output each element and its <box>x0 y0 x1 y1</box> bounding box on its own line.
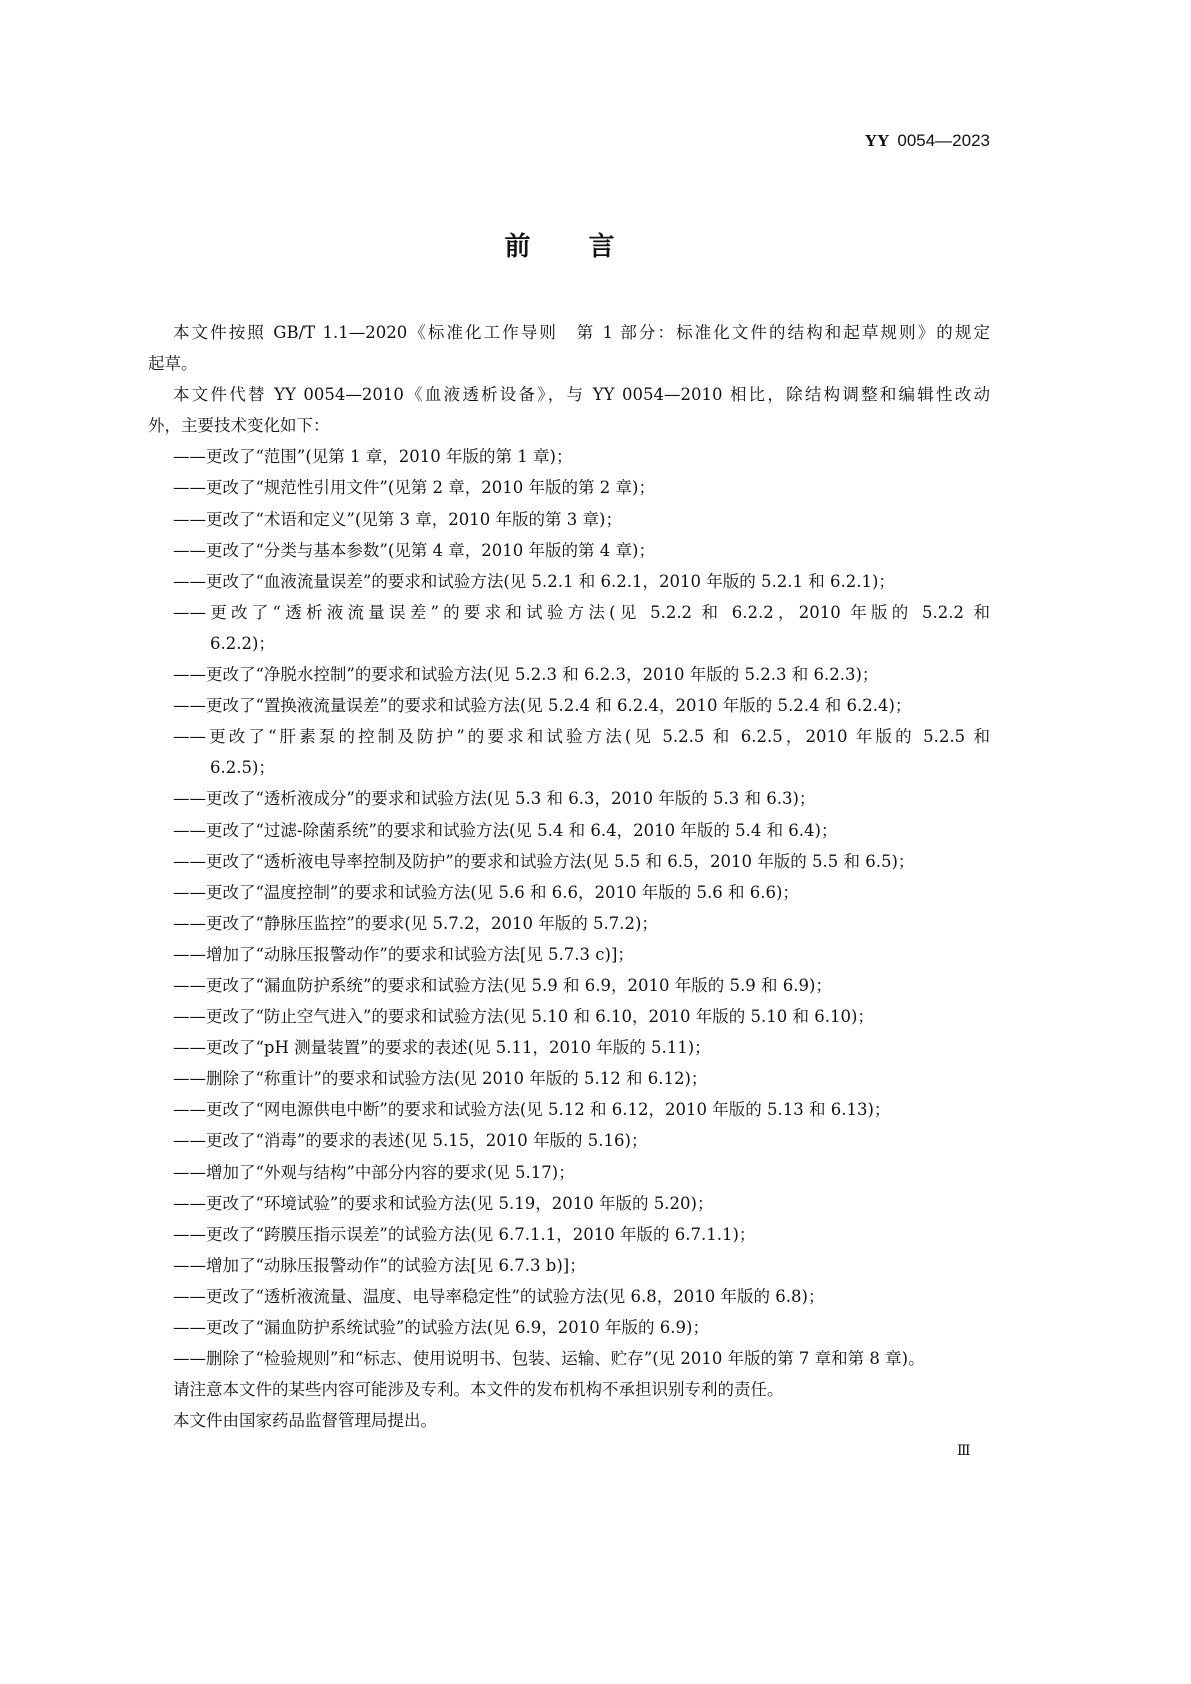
change-list-item: ——增加了“动脉压报警动作”的要求和试验方法[见 5.7.3 c)]； <box>173 944 634 964</box>
paragraph-line: 本文件代替 YY 0054—2010《血液透析设备》，与 YY 0054—2010 相比，除结构调整和编辑性改动 <box>173 385 990 405</box>
change-list-item: ——更改了“置换液流量误差”的要求和试验方法(见 5.2.4 和 6.2.4，2010 年版的 5.2.4 和 6.2.4)； <box>173 696 912 716</box>
list-item-continuation: 6.2.2)； <box>210 633 275 653</box>
change-list-item: ——更改了“静脉压监控”的要求(见 5.7.2，2010 年版的 5.7.2)； <box>173 913 658 933</box>
title-char: 言 <box>588 232 617 262</box>
change-list-item: ——更改了“温度控制”的要求和试验方法(见 5.6 和 6.6，2010 年版的 5.6 和 6.6)； <box>173 882 799 902</box>
change-list-item: ——更改了“肝素泵的控制及防护”的要求和试验方法(见 5.2.5 和 6.2.5，2010 年版的 5.2.5 和 <box>173 727 990 747</box>
change-list-item: ——更改了“消毒”的要求的表述(见 5.15，2010 年版的 5.16)； <box>173 1131 648 1151</box>
standard-prefix: YY <box>864 131 890 150</box>
document-code <box>865 131 990 151</box>
change-list-item: ——增加了“动脉压报警动作”的试验方法[见 6.7.3 b)]； <box>173 1255 586 1275</box>
change-list-item: ——更改了“规范性引用文件”(见第 2 章，2010 年版的第 2 章)； <box>173 478 655 498</box>
foreword-body <box>148 317 990 1436</box>
change-list-item: ——更改了“净脱水控制”的要求和试验方法(见 5.2.3 和 6.2.3，2010 年版的 5.2.3 和 6.2.3)； <box>173 665 879 685</box>
list-item-continuation: 6.2.5)； <box>210 758 275 778</box>
title-char: 前 <box>504 232 533 262</box>
change-list-item: ——更改了“范围”(见第 1 章，2010 年版的第 1 章)； <box>173 447 573 467</box>
change-list-item: ——更改了“血液流量误差”的要求和试验方法(见 5.2.1 和 6.2.1，2010 年版的 5.2.1 和 6.2.1)； <box>173 571 895 591</box>
change-list-item: ——删除了“称重计”的要求和试验方法(见 2010 年版的 5.12 和 6.12)； <box>173 1069 708 1089</box>
page-title <box>0 226 1121 263</box>
change-list-item: ——更改了“分类与基本参数”(见第 4 章，2010 年版的第 4 章)； <box>173 540 655 560</box>
paragraph-line: 本文件按照 GB/T 1.1—2020《标准化工作导则 第 1 部分：标准化文件的结构和起草规则》的规定 <box>173 323 990 342</box>
standard-number: 0054—2023 <box>897 131 990 150</box>
paragraph-line: 外，主要技术变化如下： <box>148 416 330 436</box>
change-list-item: ——更改了“透析液成分”的要求和试验方法(见 5.3 和 6.3，2010 年版的 5.3 和 6.3)； <box>173 789 816 809</box>
change-list-item: ——更改了“跨膜压指示误差”的试验方法(见 6.7.1.1，2010 年版的 6.7.1.1)； <box>173 1224 756 1244</box>
paragraph-line: 请注意本文件的某些内容可能涉及专利。本文件的发布机构不承担识别专利的责任。 <box>173 1380 784 1400</box>
change-list-item: ——更改了“过滤-除菌系统”的要求和试验方法(见 5.4 和 6.4，2010 年版的 5.4 和 6.4)； <box>173 820 838 840</box>
change-list-item: ——更改了“透析液流量、温度、电导率稳定性”的试验方法(见 6.8，2010 年版的 6.8)； <box>173 1286 825 1306</box>
change-list-item: ——删除了“检验规则”和“标志、使用说明书、包装、运输、贮存”(见 2010 年版的第 7 章和第 8 章)。 <box>173 1349 925 1369</box>
change-list-item: ——更改了“漏血防护系统试验”的试验方法(见 6.9，2010 年版的 6.9)； <box>173 1318 709 1337</box>
change-list-item: ——更改了“pH 测量装置”的要求的表述(见 5.11，2010 年版的 5.11)； <box>173 1038 711 1058</box>
change-list-item: ——更改了“透析液电导率控制及防护”的要求和试验方法(见 5.5 和 6.5，2010 年版的 5.5 和 6.5)； <box>173 851 915 871</box>
change-list-item: ——更改了“环境试验”的要求和试验方法(见 5.19，2010 年版的 5.20)； <box>173 1193 714 1213</box>
change-list-item: ——增加了“外观与结构”中部分内容的要求(见 5.17)； <box>173 1162 575 1182</box>
change-list-item: ——更改了“网电源供电中断”的要求和试验方法(见 5.12 和 6.12，2010 年版的 5.13 和 6.13)； <box>173 1100 891 1120</box>
page-number: Ⅲ <box>957 1443 971 1459</box>
paragraph-line: 本文件由国家药品监督管理局提出。 <box>173 1411 437 1431</box>
change-list-item: ——更改了“漏血防护系统”的要求和试验方法(见 5.9 和 6.9，2010 年版的 5.9 和 6.9)； <box>173 975 832 995</box>
paragraph-line: 起草。 <box>148 354 198 374</box>
change-list-item: ——更改了“防止空气进入”的要求和试验方法(见 5.10 和 6.10，2010 年版的 5.10 和 6.10)； <box>173 1007 874 1027</box>
change-list-item: ——更改了“术语和定义”(见第 3 章，2010 年版的第 3 章)； <box>173 509 622 529</box>
change-list-item: ——更改了“透析液流量误差”的要求和试验方法(见 5.2.2 和 6.2.2，2010 年版的 5.2.2 和 <box>173 602 990 622</box>
